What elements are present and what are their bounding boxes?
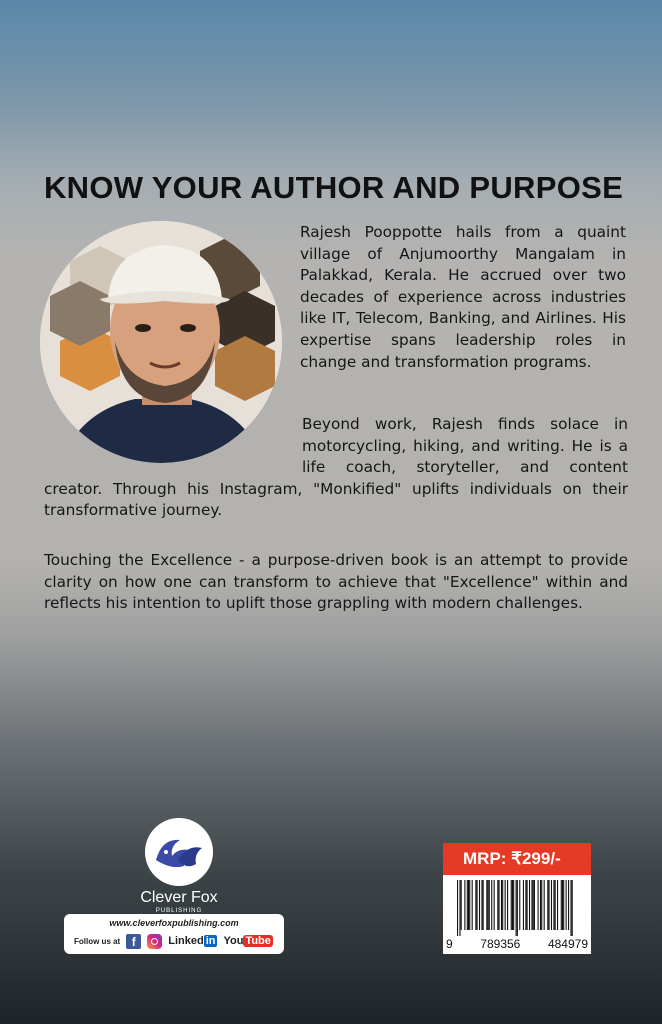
barcode-bar xyxy=(549,880,550,930)
linkedin-icon[interactable] xyxy=(168,935,217,947)
barcode-bar xyxy=(534,880,535,930)
book-title: KNOW YOUR AUTHOR AND PURPOSE xyxy=(44,170,624,205)
barcode-bar xyxy=(489,880,490,930)
barcode-bar xyxy=(475,880,476,930)
barcode-bar xyxy=(505,880,506,930)
barcode-bars xyxy=(457,880,577,936)
barcode-bar xyxy=(461,880,462,930)
barcode-bar xyxy=(516,880,517,936)
publisher-logo xyxy=(124,818,234,914)
barcode-bar xyxy=(553,880,554,930)
publisher-sub: PUBLISHING xyxy=(155,908,203,914)
barcode-bar xyxy=(541,880,542,930)
barcode-bar xyxy=(557,880,558,930)
barcode-bar xyxy=(501,880,502,930)
barcode-bar xyxy=(540,880,541,930)
barcode-bar xyxy=(531,880,532,930)
isbn-digits xyxy=(446,937,588,951)
youtube-badge: Tube xyxy=(245,935,271,947)
barcode-bar xyxy=(483,880,484,930)
barcode-bar xyxy=(523,880,524,930)
youtube-text: You xyxy=(223,935,244,947)
barcode-bar xyxy=(566,880,567,930)
barcode-bar xyxy=(467,880,468,930)
fox-icon xyxy=(152,830,206,874)
follow-label: Follow us at xyxy=(74,936,121,946)
barcode-bar xyxy=(562,880,563,930)
barcode-bar xyxy=(513,880,514,930)
barcode-bar xyxy=(488,880,489,930)
barcode-bar xyxy=(568,880,569,930)
barcode-bar xyxy=(502,880,503,930)
barcode-bar xyxy=(529,880,530,930)
barcode-bar xyxy=(498,880,499,930)
barcode-bar xyxy=(472,880,473,930)
barcode-bar xyxy=(457,880,458,936)
barcode-bar xyxy=(555,880,556,930)
price-label: MRP: ₹299/- xyxy=(443,843,591,875)
follow-box xyxy=(64,914,284,954)
barcode-bar xyxy=(481,880,482,930)
barcode xyxy=(443,875,591,954)
bio-paragraph-3: Touching the Excellence - a purpose-driven book is an attempt to provide clarity on how one can transform to achieve that "Excellence" within and reflects his intention to uplift those grappling with modern challenges. xyxy=(44,551,628,613)
bio-paragraph-1: Rajesh Pooppotte hails from a quaint village of Anjumoorthy Mangalam in Palakkad, Kerala. He accrued over two decades of experience across industries like IT, Telecom, Banking, and Airlines. His expertise spans leadership roles in change and transformation programs. xyxy=(300,223,626,371)
barcode-bar xyxy=(497,880,498,930)
isbn-group-1: 789356 xyxy=(480,937,521,951)
facebook-icon[interactable]: f xyxy=(126,934,141,949)
barcode-bar xyxy=(519,880,520,930)
barcode-bar xyxy=(563,880,564,930)
barcode-bar xyxy=(544,880,545,930)
isbn-group-2: 484979 xyxy=(547,937,588,951)
barcode-bar xyxy=(511,880,512,930)
barcode-bar xyxy=(491,880,492,930)
barcode-bar xyxy=(486,880,487,930)
barcode-bar xyxy=(459,880,460,936)
linkedin-text: Linked xyxy=(168,935,204,947)
linkedin-badge: in xyxy=(205,935,216,947)
barcode-bar xyxy=(517,880,518,936)
barcode-bar xyxy=(547,880,548,930)
youtube-icon[interactable] xyxy=(223,935,272,947)
barcode-bar xyxy=(525,880,526,930)
barcode-bar xyxy=(494,880,495,930)
bio-paragraph-2: Beyond work, Rajesh finds solace in motorcycling, hiking, and writing. He is a life coach, storyteller, and content creator. Through his Instagram, "Monkified" uplifts individuals on their transformative journey. xyxy=(44,415,628,520)
barcode-bar xyxy=(507,880,508,930)
publisher-name: Clever Fox xyxy=(140,889,218,906)
isbn-prefix: 9 xyxy=(446,937,453,951)
barcode-bar xyxy=(464,880,465,930)
barcode-bar xyxy=(533,880,534,930)
publisher-url[interactable]: www.cleverfoxpublishing.com xyxy=(109,918,239,928)
barcode-bar xyxy=(572,880,573,936)
barcode-bar xyxy=(469,880,470,930)
barcode-bar xyxy=(570,880,571,936)
barcode-bar xyxy=(561,880,562,930)
barcode-bar xyxy=(479,880,480,930)
instagram-icon[interactable] xyxy=(147,934,162,949)
barcode-bar xyxy=(512,880,513,930)
barcode-bar xyxy=(527,880,528,930)
barcode-bar xyxy=(468,880,469,930)
barcode-bar xyxy=(551,880,552,930)
bio-paragraph-2-wrap xyxy=(44,414,628,522)
barcode-bar xyxy=(477,880,478,930)
barcode-bar xyxy=(538,880,539,930)
